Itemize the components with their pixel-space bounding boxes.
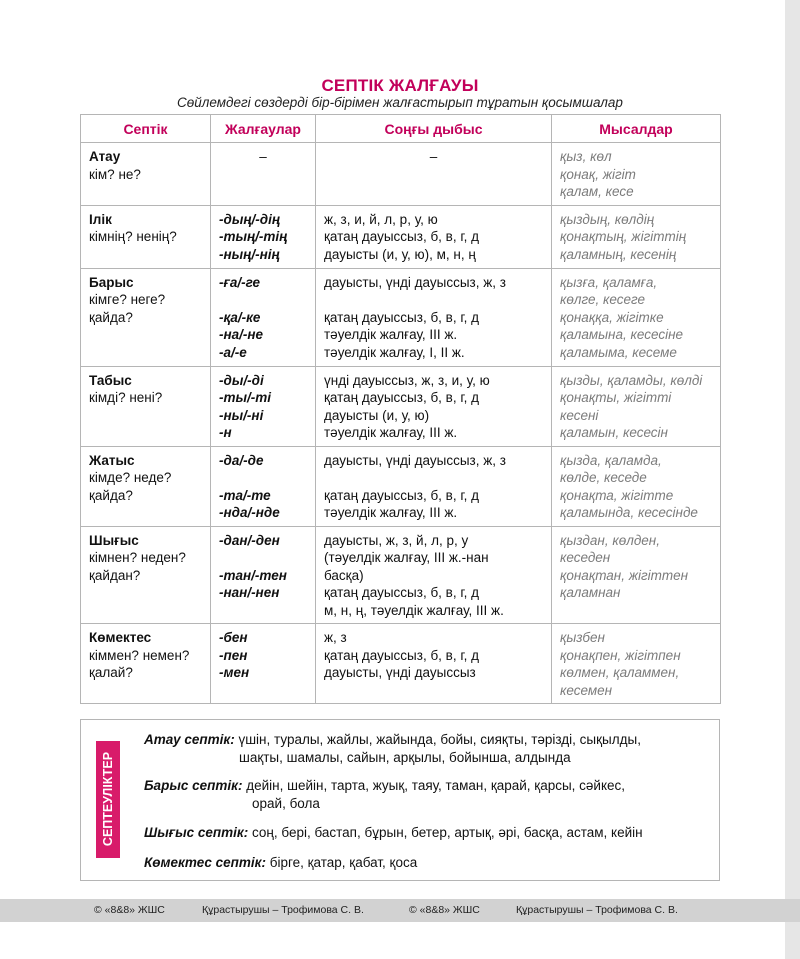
example: қыздан, көлден, [560,532,660,548]
header-final-sound: Соңғы дыбыс [316,115,552,143]
ending: -бен [219,630,248,645]
example: қаламын, кесесін [560,425,668,440]
ending: -нан/-нен [219,585,280,600]
example: қалам, кесе [560,184,634,199]
postposition-group-barys [144,777,625,812]
sound: ж, з, и, й, л, р, у, ю [324,211,438,227]
example-cell [552,526,721,624]
table-row [81,624,721,704]
ending: -ты/-ті [219,390,272,405]
sound: қатаң дауыссыз, б, в, г, д [324,585,480,600]
ending: -ға/-ге [219,274,260,290]
sound: тәуелдік жалғау, ІІІ ж. [324,505,458,520]
endings-cell [211,624,316,704]
example-cell [552,268,721,366]
postposition-words: дейін, шейін, тарта, жуық, таяу, таман, қарай, қарсы, сәйкес, [246,778,626,793]
example: қонақта, жігітте [560,487,674,503]
sound: тәуелдік жалғау, ІІІ ж. [324,425,458,440]
sound: м, н, ң, тәуелдік жалғау, ІІІ ж. [324,602,504,618]
example: қызбен [560,630,605,645]
case-endings-table [80,114,721,704]
sound-cell [316,446,552,526]
endings-cell [211,205,316,268]
ending: – [259,149,267,164]
spacer [219,291,307,309]
postposition-words: үшін, туралы, жайлы, жайында, бойы, сияқты, тәрізді, сықылды, [238,732,641,747]
case-cell [81,624,211,704]
sound-cell [316,143,552,206]
case-question: қайда? [89,487,133,503]
example: қаламнан [560,585,621,600]
table-row [81,446,721,526]
sound-cell [316,268,552,366]
case-cell [81,366,211,446]
spacer [219,549,307,567]
example: қонақ, жігіт [560,166,636,182]
postposition-words: бірге, қатар, қабат, қоса [269,855,418,870]
example: қонақпен, жігітпен [560,647,681,663]
example: қонақты, жігітті [560,390,672,405]
ending: -тан/-тен [219,567,287,583]
postposition-group-atau [144,731,641,766]
case-question: кімнен? неден? [89,550,186,565]
sound-cell [316,624,552,704]
ending: -ны/-ні [219,407,264,423]
sound: дауысты (и, у, ю), м, н, ң [324,246,476,262]
sound: қатаң дауыссыз, б, в, г, д [324,647,480,663]
sound-cell [316,205,552,268]
postposition-label: Шығыс септік: [144,825,249,840]
spacer [324,469,543,487]
sound: қатаң дауыссыз, б, в, г, д [324,229,480,244]
ending: -да/-де [219,452,264,468]
case-cell [81,205,211,268]
header-examples: Мысалдар [552,115,721,143]
example: қонақтан, жігіттен [560,567,689,583]
example-cell [552,446,721,526]
header-case: Септік [81,115,211,143]
case-cell [81,143,211,206]
sound: тәуелдік жалғау, ІІІ ж. [324,327,458,342]
postposition-group-shygys [144,824,643,842]
example-cell [552,624,721,704]
example: көлде, кеседе [560,470,647,485]
ending: -на/-не [219,327,264,342]
case-question: қайда? [89,309,133,325]
case-cell [81,526,211,624]
example: кеседен [560,550,611,565]
sound: дауысты, үнді дауыссыз [324,665,476,680]
example: қаламыма, кесеме [560,344,677,360]
ending: -н [219,425,232,440]
ending: -а/-е [219,344,247,360]
case-name: Табыс [89,372,132,388]
case-question: кімде? неде? [89,470,172,485]
table-header-row [81,115,721,143]
ending: -тың/-тің [219,229,288,244]
example: қонаққа, жігітке [560,309,664,325]
example: қаламның, кесенің [560,246,677,262]
sound: үнді дауыссыз, ж, з, и, у, ю [324,372,490,388]
ending: -дың/-дің [219,211,281,227]
postposition-words: шақты, шамалы, сайын, арқылы, бойынша, алдында [239,749,571,765]
table-row [81,268,721,366]
table-row [81,205,721,268]
postpositions-tab-label: СЕПТЕУЛІКТЕР [101,751,115,847]
case-name: Көмектес [89,630,152,645]
example: кесемен [560,682,613,698]
postpositions-box [80,719,720,881]
ending: -қа/-ке [219,309,261,325]
sound: ж, з [324,630,347,645]
case-name: Шығыс [89,532,139,548]
example: қаламында, кесесінде [560,505,698,520]
sound-cell [316,366,552,446]
example: көлмен, қаламмен, [560,665,680,680]
case-question: кімге? неге? [89,292,166,307]
sound: қатаң дауыссыз, б, в, г, д [324,487,480,503]
page-subtitle: Сөйлемдегі сөздерді бір-бірімен жалғастырып тұратын қосымшалар [177,95,623,110]
example: қыз, көл [560,149,612,164]
table-row [81,143,721,206]
postposition-label: Атау септік: [144,732,235,747]
case-cell [81,446,211,526]
header-endings: Жалғаулар [211,115,316,143]
sound: дауысты, ж, з, й, л, р, у [324,532,469,548]
postposition-label: Көмектес септік: [144,855,266,870]
example: кесені [560,407,599,423]
ending: -мен [219,665,250,680]
case-name: Барыс [89,274,134,290]
endings-cell [211,143,316,206]
sound: қатаң дауыссыз, б, в, г, д [324,390,480,405]
example: қызда, қаламда, [560,452,662,468]
endings-cell [211,446,316,526]
case-question: кімнің? ненің? [89,229,177,244]
case-question: кім? не? [89,166,141,182]
ending: -та/-те [219,487,271,503]
footer-author: Құрастырушы – Трофимова С. В. [516,904,678,916]
example-cell [552,143,721,206]
sound: дауысты, үнді дауыссыз, ж, з [324,452,506,468]
footer-bar [0,899,800,922]
sound: – [429,149,438,164]
sound: басқа) [324,567,364,583]
case-name: Жатыс [89,452,135,468]
endings-cell [211,366,316,446]
table-row [81,366,721,446]
sound: қатаң дауыссыз, б, в, г, д [324,309,480,325]
ending: -нда/-нде [219,505,280,520]
example-cell [552,205,721,268]
example: қаламына, кесесіне [560,327,684,342]
case-question: кіммен? немен? [89,647,190,663]
sound: дауысты (и, у, ю) [324,407,430,423]
sound: (тәуелдік жалғау, ІІІ ж.-нан [324,550,489,565]
endings-cell [211,526,316,624]
example-cell [552,366,721,446]
postposition-label: Барыс септік: [144,778,243,793]
case-question: қайдан? [89,567,141,583]
sound: дауысты, үнді дауыссыз, ж, з [324,274,506,290]
example: көлге, кесеге [560,292,646,307]
postposition-group-komektes [144,854,417,872]
ending: -дан/-ден [219,532,280,548]
spacer [219,469,307,487]
case-question: кімді? нені? [89,390,163,405]
ending: -пен [219,647,248,663]
case-name: Ілік [89,211,112,227]
case-question: қалай? [89,665,133,680]
example: қыздың, көлдің [560,211,655,227]
case-name: Атау [89,149,121,164]
example: қызға, қаламға, [560,274,658,290]
endings-cell [211,268,316,366]
example: қонақтың, жігіттің [560,229,687,244]
spacer [324,291,543,309]
postpositions-tab [96,741,120,858]
example: қызды, қаламды, көлді [560,372,703,388]
footer-copyright: © «8&8» ЖШС [409,904,480,916]
page-title: СЕПТІК ЖАЛҒАУЫ [321,76,479,95]
postposition-words: соң, бері, бастап, бұрын, бетер, артық, әрі, басқа, астам, кейін [252,825,643,840]
table-row [81,526,721,624]
footer-author: Құрастырушы – Трофимова С. В. [202,904,364,916]
postposition-words: орай, бола [252,795,320,811]
ending: -ның/-нің [219,246,280,262]
case-cell [81,268,211,366]
sound-cell [316,526,552,624]
ending: -ды/-ді [219,372,264,388]
footer-copyright: © «8&8» ЖШС [94,904,165,916]
sound: тәуелдік жалғау, І, ІІ ж. [324,344,465,360]
